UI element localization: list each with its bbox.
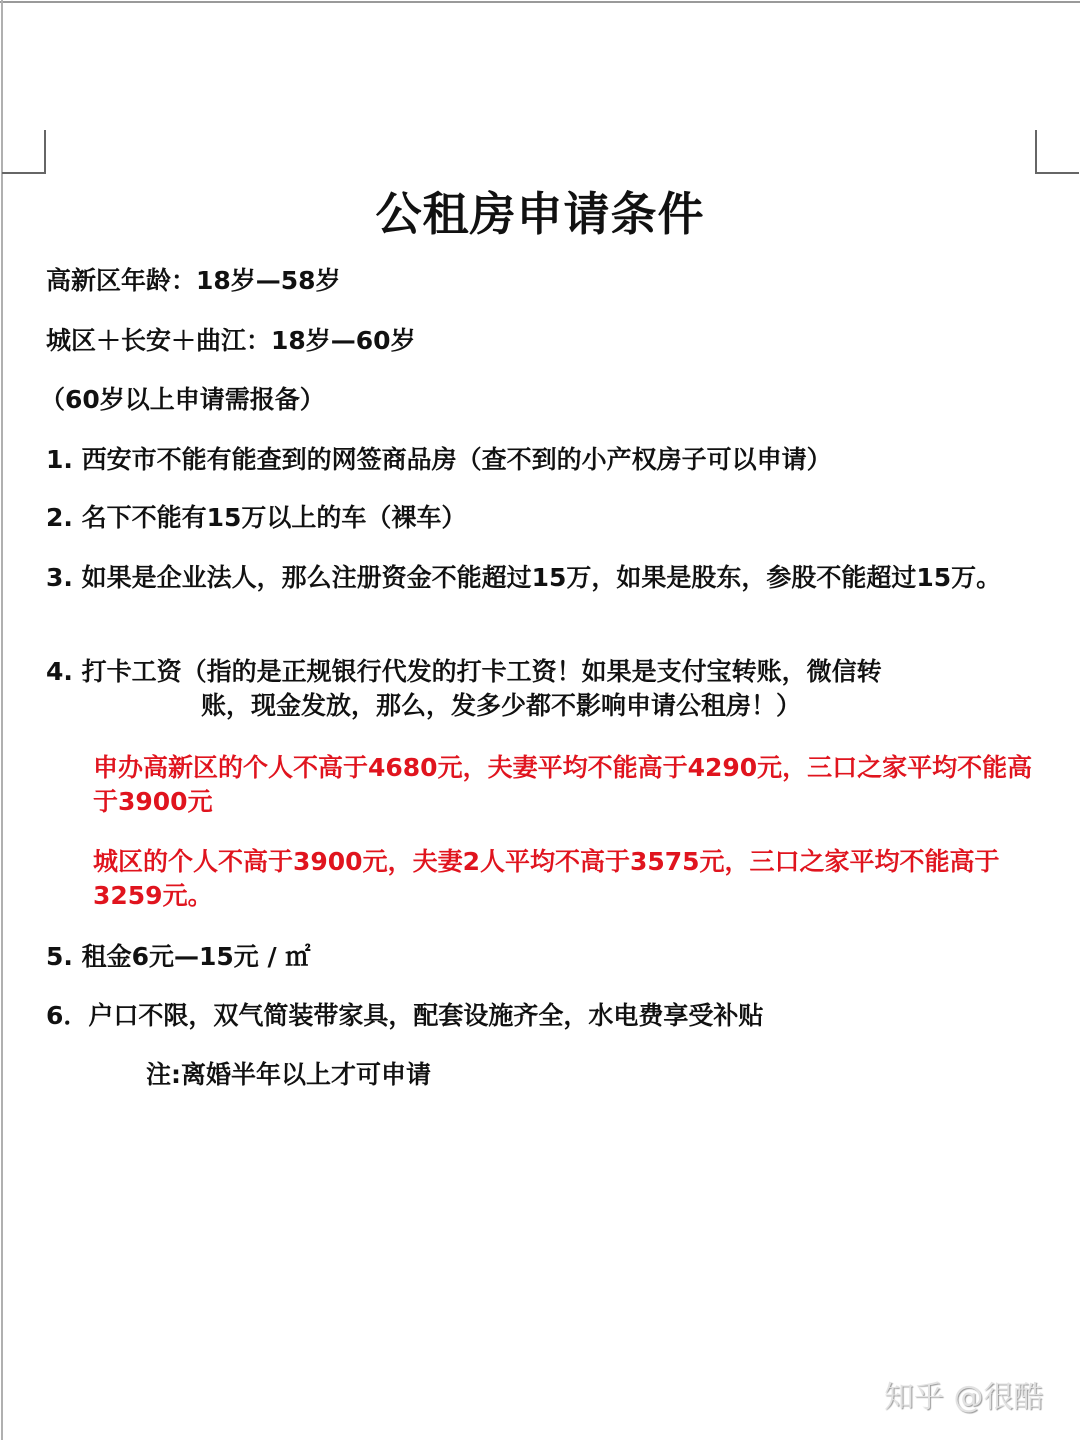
item-4-line-2: 账，现金发放，那么，发多少都不影响申请公租房！）: [201, 691, 802, 720]
document-title: 公租房申请条件: [375, 187, 705, 241]
income-limit-chengqu: 城区的个人不高于3900元，夫妻2人平均不高于3575元，三口之家平均不能高于3259元。: [93, 847, 1000, 910]
item-2: 2. 名下不能有15万以上的车（裸车）: [46, 503, 467, 532]
age-chengqu: 城区＋长安＋曲江：18岁—60岁: [46, 326, 416, 355]
age-gaoxin: 高新区年龄：18岁—58岁: [46, 266, 341, 295]
age-note: （60岁以上申请需报备）: [40, 385, 325, 414]
item-3: 3. 如果是企业法人，那么注册资金不能超过15万，如果是股东，参股不能超过15万。: [46, 563, 1002, 592]
crop-mark-left: [2, 130, 46, 174]
crop-mark-right: [1035, 130, 1079, 174]
item-6: 6．户口不限，双气简装带家具，配套设施齐全，水电费享受补贴: [46, 1001, 764, 1030]
item-1: 1. 西安市不能有能查到的网签商品房（查不到的小产权房子可以申请）: [46, 445, 832, 474]
income-limit-gaoxin: 申办高新区的个人不高于4680元，夫妻平均不能高于4290元，三口之家平均不能高于3900元: [93, 753, 1033, 816]
item-4-line-1: 4. 打卡工资（指的是正规银行代发的打卡工资！如果是支付宝转账，微信转: [46, 657, 882, 686]
item-5: 5. 租金6元—15元 / ㎡: [46, 942, 311, 971]
divorce-note: 注:离婚半年以上才可申请: [146, 1060, 431, 1089]
zhihu-watermark: 知乎 @很酷: [884, 1380, 1044, 1415]
item-4: [46, 655, 882, 723]
page-edge-top: [0, 1, 1080, 3]
